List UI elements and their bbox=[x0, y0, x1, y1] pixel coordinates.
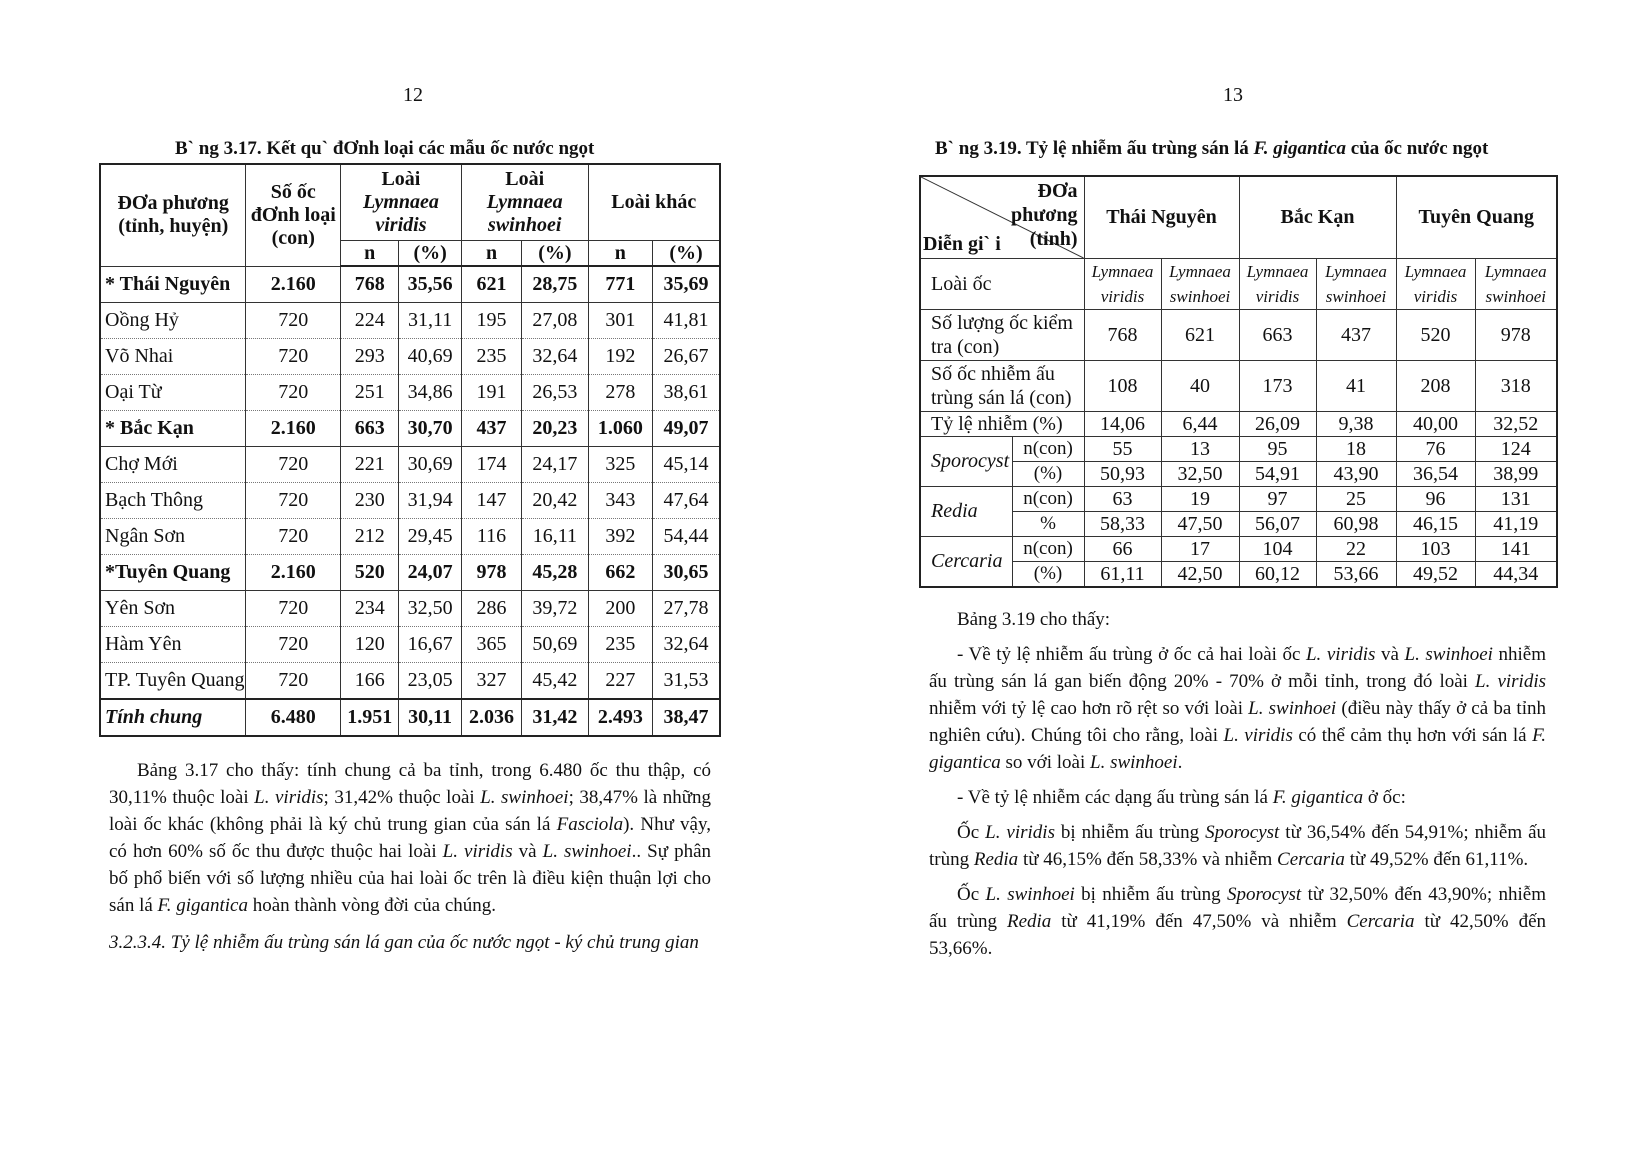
cell-v-p: 30,70 bbox=[399, 411, 461, 447]
cell-v-p: 23,05 bbox=[399, 663, 461, 700]
text-span: F. gigantica bbox=[157, 895, 248, 916]
table-row bbox=[100, 447, 720, 483]
species-cell: Lymnaea swinhoei bbox=[1161, 259, 1239, 310]
cell-s-n: 195 bbox=[461, 303, 521, 339]
value-cell: 60,12 bbox=[1239, 562, 1316, 588]
value-cell: 124 bbox=[1475, 437, 1557, 462]
row-label: Võ Nhai bbox=[100, 339, 246, 375]
table-row bbox=[920, 361, 1557, 412]
text-span: L. viridis bbox=[254, 787, 324, 808]
value-cell: 108 bbox=[1084, 361, 1161, 412]
value-cell: 17 bbox=[1161, 537, 1239, 562]
cell-count: 2.160 bbox=[246, 411, 341, 447]
unit-cell: % bbox=[1012, 512, 1084, 537]
cell-v-p: 30,11 bbox=[399, 699, 461, 736]
header-swinhoei-name: Lymnaea swinhoei bbox=[486, 191, 563, 236]
cell-o-p: 38,47 bbox=[653, 699, 720, 736]
corner-bottom: Diễn gi` i bbox=[923, 233, 1001, 255]
value-cell: 208 bbox=[1396, 361, 1475, 412]
cell-s-n: 978 bbox=[461, 555, 521, 591]
value-cell: 26,09 bbox=[1239, 412, 1316, 437]
table-row bbox=[100, 303, 720, 339]
text-span: ở ốc: bbox=[1363, 787, 1406, 808]
cell-s-p: 31,42 bbox=[522, 699, 588, 736]
cell-count: 720 bbox=[246, 591, 341, 627]
cell-count: 720 bbox=[246, 303, 341, 339]
text-span: L. viridis bbox=[1223, 725, 1293, 746]
paragraph-3 bbox=[929, 819, 1546, 873]
table-3-17-caption: B` ng 3.17. Kết qu` đƠnh loại các mẫu ốc nước ngọt bbox=[175, 138, 595, 159]
value-cell: 13 bbox=[1161, 437, 1239, 462]
value-cell: 44,34 bbox=[1475, 562, 1557, 588]
text-span: từ 32,50% đến 43,90%; nhiễm ấu trùng bbox=[929, 884, 1547, 932]
text-span: từ 49,52% đến 61,11%. bbox=[1344, 849, 1529, 870]
row-label: * Thái Nguyên bbox=[100, 266, 246, 303]
table-3-19 bbox=[919, 175, 1558, 588]
cell-o-p: 41,81 bbox=[653, 303, 720, 339]
cell-count: 2.160 bbox=[246, 555, 341, 591]
value-cell: 54,91 bbox=[1239, 462, 1316, 487]
cell-s-n: 235 bbox=[461, 339, 521, 375]
value-cell: 41 bbox=[1316, 361, 1396, 412]
value-cell: 60,98 bbox=[1316, 512, 1396, 537]
cell-v-p: 24,07 bbox=[399, 555, 461, 591]
value-cell: 32,52 bbox=[1475, 412, 1557, 437]
text-span: L. viridis bbox=[1475, 671, 1547, 692]
unit-cell: n(con) bbox=[1012, 437, 1084, 462]
table-row bbox=[920, 537, 1557, 562]
text-span: Redia bbox=[973, 849, 1019, 870]
table-row bbox=[100, 627, 720, 663]
cell-o-p: 31,53 bbox=[653, 663, 720, 700]
cell-o-n: 771 bbox=[588, 266, 652, 303]
value-cell: 25 bbox=[1316, 487, 1396, 512]
cell-s-p: 24,17 bbox=[522, 447, 588, 483]
header-count: Số ốc đƠnh loại (con) bbox=[246, 164, 341, 266]
cell-s-p: 32,64 bbox=[522, 339, 588, 375]
value-cell: 41,19 bbox=[1475, 512, 1557, 537]
cell-o-n: 235 bbox=[588, 627, 652, 663]
text-span: nhiễm với tỷ lệ cao hơn rõ rệt so với loài bbox=[929, 698, 1249, 719]
text-span: từ 41,19% đến 47,50% và nhiễm bbox=[1051, 911, 1347, 932]
value-cell: 437 bbox=[1316, 310, 1396, 361]
cell-s-p: 50,69 bbox=[522, 627, 588, 663]
header-viridis-prefix: Loài bbox=[381, 168, 421, 190]
value-cell: 9,38 bbox=[1316, 412, 1396, 437]
intro-line: Bảng 3.19 cho thấy: bbox=[957, 609, 1111, 630]
cell-v-p: 34,86 bbox=[399, 375, 461, 411]
header-viridis-name: Lymnaea viridis bbox=[362, 191, 439, 236]
cell-v-n: 120 bbox=[341, 627, 399, 663]
value-cell: 768 bbox=[1084, 310, 1161, 361]
cell-count: 6.480 bbox=[246, 699, 341, 736]
cell-o-n: 227 bbox=[588, 663, 652, 700]
text-span: so với loài bbox=[1000, 752, 1090, 773]
cell-v-n: 221 bbox=[341, 447, 399, 483]
cell-v-p: 40,69 bbox=[399, 339, 461, 375]
section-heading: 3.2.3.4. Tỷ lệ nhiễm ấu trùng sán lá gan của ốc nước ngọt - ký chủ trung gian bbox=[109, 932, 699, 953]
row-label: Số ốc nhiễm ấu trùng sán lá (con) bbox=[920, 361, 1084, 412]
table-row bbox=[920, 412, 1557, 437]
value-cell: 32,50 bbox=[1161, 462, 1239, 487]
cell-s-n: 437 bbox=[461, 411, 521, 447]
text-span: L. swinhoei bbox=[1248, 698, 1337, 719]
cell-v-n: 768 bbox=[341, 266, 399, 303]
caption-text: F. gigantica bbox=[1253, 138, 1347, 159]
value-cell: 36,54 bbox=[1396, 462, 1475, 487]
value-cell: 318 bbox=[1475, 361, 1557, 412]
table-row bbox=[100, 375, 720, 411]
header-n: n bbox=[461, 241, 521, 267]
text-span: có thể cảm thụ hơn với sán lá bbox=[1292, 725, 1533, 746]
province-header: Bắc Kạn bbox=[1239, 176, 1396, 259]
row-label: TP. Tuyên Quang bbox=[100, 663, 246, 700]
value-cell: 621 bbox=[1161, 310, 1239, 361]
cell-o-p: 49,07 bbox=[653, 411, 720, 447]
text-span: F. gigantica bbox=[1272, 787, 1364, 808]
text-span: . bbox=[1177, 752, 1183, 773]
row-label: Tỷ lệ nhiễm (%) bbox=[920, 412, 1084, 437]
cell-v-p: 32,50 bbox=[399, 591, 461, 627]
cell-v-n: 166 bbox=[341, 663, 399, 700]
table-row bbox=[100, 266, 720, 303]
cell-v-n: 212 bbox=[341, 519, 399, 555]
text-span: L. viridis bbox=[442, 841, 513, 862]
cell-v-p: 29,45 bbox=[399, 519, 461, 555]
cell-count: 720 bbox=[246, 339, 341, 375]
text-span: Sporocyst bbox=[1226, 884, 1302, 905]
value-cell: 40,00 bbox=[1396, 412, 1475, 437]
header-viridis bbox=[341, 164, 462, 241]
header-pct: (%) bbox=[522, 241, 588, 267]
cell-s-n: 116 bbox=[461, 519, 521, 555]
cell-o-p: 47,64 bbox=[653, 483, 720, 519]
table-row bbox=[920, 562, 1557, 588]
header-location: ĐƠa phương (tỉnh, huyện) bbox=[100, 164, 246, 266]
text-span: - Về tỷ lệ nhiễm ấu trùng ở ốc cả hai loài ốc bbox=[957, 644, 1306, 665]
text-span: L. swinhoei bbox=[1090, 752, 1178, 773]
value-cell: 49,52 bbox=[1396, 562, 1475, 588]
value-cell: 38,99 bbox=[1475, 462, 1557, 487]
header-swinhoei bbox=[461, 164, 588, 241]
value-cell: 22 bbox=[1316, 537, 1396, 562]
text-span: Bảng 3.17 cho thấy: tính chung cả ba tỉnh, trong 6.480 ốc thu thập, có 30,11% thuộc loài bbox=[109, 760, 711, 808]
cell-s-n: 174 bbox=[461, 447, 521, 483]
value-cell: 103 bbox=[1396, 537, 1475, 562]
paragraph-4 bbox=[929, 881, 1546, 962]
caption-text: của ốc nước ngọt bbox=[1346, 138, 1489, 159]
cell-o-n: 1.060 bbox=[588, 411, 652, 447]
value-cell: 520 bbox=[1396, 310, 1475, 361]
text-span: Ốc bbox=[957, 884, 986, 905]
text-span: - Về tỷ lệ nhiễm các dạng ấu trùng sán lá bbox=[957, 787, 1273, 808]
table-row bbox=[100, 663, 720, 700]
text-span: Cercaria bbox=[1346, 911, 1415, 932]
cell-s-n: 2.036 bbox=[461, 699, 521, 736]
text-span: hoàn thành vòng đời của chúng. bbox=[247, 895, 497, 916]
table-row bbox=[100, 519, 720, 555]
text-span: từ 46,15% đến 58,33% và nhiễm bbox=[1018, 849, 1278, 870]
cell-v-n: 663 bbox=[341, 411, 399, 447]
cell-count: 720 bbox=[246, 447, 341, 483]
text-span: Redia bbox=[1006, 911, 1052, 932]
cell-o-n: 200 bbox=[588, 591, 652, 627]
cell-s-p: 26,53 bbox=[522, 375, 588, 411]
unit-cell: (%) bbox=[1012, 562, 1084, 588]
sporocyst-label: Sporocyst bbox=[920, 437, 1012, 487]
table-row bbox=[100, 339, 720, 375]
cell-v-n: 224 bbox=[341, 303, 399, 339]
value-cell: 47,50 bbox=[1161, 512, 1239, 537]
cell-v-p: 35,56 bbox=[399, 266, 461, 303]
corner-top: ĐƠa phương (tỉnh) bbox=[1011, 180, 1078, 250]
value-cell: 18 bbox=[1316, 437, 1396, 462]
species-cell: Lymnaea swinhoei bbox=[1316, 259, 1396, 310]
row-label: Tính chung bbox=[100, 699, 246, 736]
species-cell: Lymnaea swinhoei bbox=[1475, 259, 1557, 310]
cell-o-p: 32,64 bbox=[653, 627, 720, 663]
page-number-left: 12 bbox=[403, 84, 423, 106]
text-span: (điều này thấy ở cả ba tỉnh nghiên cứu). Chúng tôi cho rằng, loài bbox=[929, 698, 1546, 746]
table-row bbox=[100, 483, 720, 519]
table-row bbox=[920, 462, 1557, 487]
value-cell: 40 bbox=[1161, 361, 1239, 412]
cell-v-p: 31,94 bbox=[399, 483, 461, 519]
text-span: Sporocyst bbox=[1205, 822, 1280, 843]
cercaria-label: Cercaria bbox=[920, 537, 1012, 588]
cell-s-p: 20,23 bbox=[522, 411, 588, 447]
value-cell: 663 bbox=[1239, 310, 1316, 361]
cell-o-n: 192 bbox=[588, 339, 652, 375]
cell-s-n: 621 bbox=[461, 266, 521, 303]
value-cell: 173 bbox=[1239, 361, 1316, 412]
value-cell: 58,33 bbox=[1084, 512, 1161, 537]
text-span: Cercaria bbox=[1277, 849, 1345, 870]
table-row bbox=[100, 591, 720, 627]
table-row bbox=[920, 310, 1557, 361]
cell-s-n: 191 bbox=[461, 375, 521, 411]
header-pct: (%) bbox=[399, 241, 461, 267]
cell-s-p: 39,72 bbox=[522, 591, 588, 627]
row-label: *Tuyên Quang bbox=[100, 555, 246, 591]
value-cell: 978 bbox=[1475, 310, 1557, 361]
text-span: L. viridis bbox=[1305, 644, 1376, 665]
cell-o-p: 45,14 bbox=[653, 447, 720, 483]
row-label: Yên Sơn bbox=[100, 591, 246, 627]
cell-o-n: 343 bbox=[588, 483, 652, 519]
header-n: n bbox=[588, 241, 652, 267]
paragraph-3-17 bbox=[109, 757, 711, 964]
paragraph-2 bbox=[929, 784, 1546, 811]
text-span: Ốc bbox=[957, 822, 986, 843]
cell-o-p: 30,65 bbox=[653, 555, 720, 591]
text-span: nhiễm ấu trùng sán lá gan biến động 20% - 70% ở mỗi tỉnh, trong đó loài bbox=[929, 644, 1547, 692]
value-cell: 104 bbox=[1239, 537, 1316, 562]
cell-s-n: 365 bbox=[461, 627, 521, 663]
header-n: n bbox=[341, 241, 399, 267]
row-label: Bạch Thông bbox=[100, 483, 246, 519]
value-cell: 76 bbox=[1396, 437, 1475, 462]
value-cell: 19 bbox=[1161, 487, 1239, 512]
value-cell: 95 bbox=[1239, 437, 1316, 462]
corner-header bbox=[920, 176, 1084, 259]
cell-s-n: 327 bbox=[461, 663, 521, 700]
value-cell: 42,50 bbox=[1161, 562, 1239, 588]
species-cell: Lymnaea viridis bbox=[1396, 259, 1475, 310]
cell-s-p: 27,08 bbox=[522, 303, 588, 339]
cell-o-n: 278 bbox=[588, 375, 652, 411]
value-cell: 141 bbox=[1475, 537, 1557, 562]
text-span: và bbox=[512, 841, 543, 862]
value-cell: 6,44 bbox=[1161, 412, 1239, 437]
cell-count: 2.160 bbox=[246, 266, 341, 303]
header-swinhoei-prefix: Loài bbox=[505, 168, 545, 190]
cell-v-p: 31,11 bbox=[399, 303, 461, 339]
value-cell: 50,93 bbox=[1084, 462, 1161, 487]
cell-count: 720 bbox=[246, 627, 341, 663]
value-cell: 61,11 bbox=[1084, 562, 1161, 588]
text-span: F. gigantica bbox=[929, 725, 1547, 773]
cell-o-p: 26,67 bbox=[653, 339, 720, 375]
cell-count: 720 bbox=[246, 375, 341, 411]
text-span: .. Sự phân bố phổ biến với số lượng nhiều của hai loài ốc trên là điều kiện thuận lợi cho sán lá bbox=[109, 841, 712, 916]
cell-v-p: 30,69 bbox=[399, 447, 461, 483]
text-span: ; 38,47% là những loài ốc khác (không phải là ký chủ trung gian của sán lá bbox=[109, 787, 712, 835]
value-cell: 56,07 bbox=[1239, 512, 1316, 537]
value-cell: 96 bbox=[1396, 487, 1475, 512]
cell-o-n: 325 bbox=[588, 447, 652, 483]
paragraph-3-19 bbox=[929, 606, 1546, 970]
cell-s-n: 286 bbox=[461, 591, 521, 627]
cell-s-p: 28,75 bbox=[522, 266, 588, 303]
text-span: bị nhiễm ấu trùng bbox=[1054, 822, 1206, 843]
row-label: Ngân Sơn bbox=[100, 519, 246, 555]
cell-s-p: 16,11 bbox=[522, 519, 588, 555]
cell-o-n: 301 bbox=[588, 303, 652, 339]
text-span: từ 42,50% đến 53,66%. bbox=[929, 911, 1547, 959]
cell-s-p: 20,42 bbox=[522, 483, 588, 519]
row-label: Số lượng ốc kiểm tra (con) bbox=[920, 310, 1084, 361]
cell-v-n: 230 bbox=[341, 483, 399, 519]
province-header: Tuyên Quang bbox=[1396, 176, 1557, 259]
text-span: L. swinhoei bbox=[542, 841, 632, 862]
cell-o-n: 392 bbox=[588, 519, 652, 555]
cell-o-p: 38,61 bbox=[653, 375, 720, 411]
table-row bbox=[920, 512, 1557, 537]
cell-count: 720 bbox=[246, 483, 341, 519]
cell-v-n: 293 bbox=[341, 339, 399, 375]
unit-cell: n(con) bbox=[1012, 537, 1084, 562]
text-span: L. viridis bbox=[985, 822, 1055, 843]
row-label: Chợ Mới bbox=[100, 447, 246, 483]
species-label: Loài ốc bbox=[920, 259, 1084, 310]
province-header: Thái Nguyên bbox=[1084, 176, 1239, 259]
page-number-right: 13 bbox=[1223, 84, 1243, 106]
unit-cell: n(con) bbox=[1012, 487, 1084, 512]
header-pct: (%) bbox=[653, 241, 720, 267]
paragraph-1 bbox=[929, 641, 1546, 776]
row-label: Oại Từ bbox=[100, 375, 246, 411]
text-span: L. swinhoei bbox=[985, 884, 1075, 905]
value-cell: 55 bbox=[1084, 437, 1161, 462]
table-row bbox=[100, 411, 720, 447]
value-cell: 66 bbox=[1084, 537, 1161, 562]
row-label: Oồng Hỷ bbox=[100, 303, 246, 339]
row-label: Hàm Yên bbox=[100, 627, 246, 663]
table-row bbox=[920, 487, 1557, 512]
text-span: Fasciola bbox=[556, 814, 624, 835]
table-3-17 bbox=[99, 163, 721, 737]
value-cell: 63 bbox=[1084, 487, 1161, 512]
value-cell: 46,15 bbox=[1396, 512, 1475, 537]
text-span: từ 36,54% đến 54,91%; nhiễm ấu trùng bbox=[929, 822, 1547, 870]
text-span: và bbox=[1375, 644, 1405, 665]
text-span: bị nhiễm ấu trùng bbox=[1074, 884, 1227, 905]
value-cell: 53,66 bbox=[1316, 562, 1396, 588]
text-span: ; 31,42% thuộc loài bbox=[323, 787, 481, 808]
redia-label: Redia bbox=[920, 487, 1012, 537]
unit-cell: (%) bbox=[1012, 462, 1084, 487]
header-other: Loài khác bbox=[588, 164, 720, 241]
cell-v-p: 16,67 bbox=[399, 627, 461, 663]
cell-count: 720 bbox=[246, 519, 341, 555]
cell-v-n: 1.951 bbox=[341, 699, 399, 736]
cell-v-n: 520 bbox=[341, 555, 399, 591]
species-cell: Lymnaea viridis bbox=[1084, 259, 1161, 310]
cell-s-p: 45,42 bbox=[522, 663, 588, 700]
value-cell: 43,90 bbox=[1316, 462, 1396, 487]
cell-s-n: 147 bbox=[461, 483, 521, 519]
text-span: ). Như vậy, có hơn 60% số ốc thu được thuộc hai loài bbox=[109, 814, 712, 862]
table-3-19-caption bbox=[935, 138, 1488, 160]
caption-text: B` ng 3.19. Tỷ lệ nhiễm ấu trùng sán lá bbox=[935, 138, 1254, 159]
species-cell: Lymnaea viridis bbox=[1239, 259, 1316, 310]
value-cell: 97 bbox=[1239, 487, 1316, 512]
cell-v-n: 251 bbox=[341, 375, 399, 411]
table-row bbox=[100, 699, 720, 736]
cell-v-n: 234 bbox=[341, 591, 399, 627]
text-span: L. swinhoei bbox=[480, 787, 569, 808]
cell-count: 720 bbox=[246, 663, 341, 700]
table-row bbox=[920, 437, 1557, 462]
cell-o-n: 662 bbox=[588, 555, 652, 591]
cell-o-p: 35,69 bbox=[653, 266, 720, 303]
row-label: * Bắc Kạn bbox=[100, 411, 246, 447]
value-cell: 14,06 bbox=[1084, 412, 1161, 437]
cell-s-p: 45,28 bbox=[522, 555, 588, 591]
cell-o-p: 54,44 bbox=[653, 519, 720, 555]
table-row bbox=[100, 555, 720, 591]
cell-o-p: 27,78 bbox=[653, 591, 720, 627]
text-span: L. swinhoei bbox=[1404, 644, 1493, 665]
cell-o-n: 2.493 bbox=[588, 699, 652, 736]
value-cell: 131 bbox=[1475, 487, 1557, 512]
